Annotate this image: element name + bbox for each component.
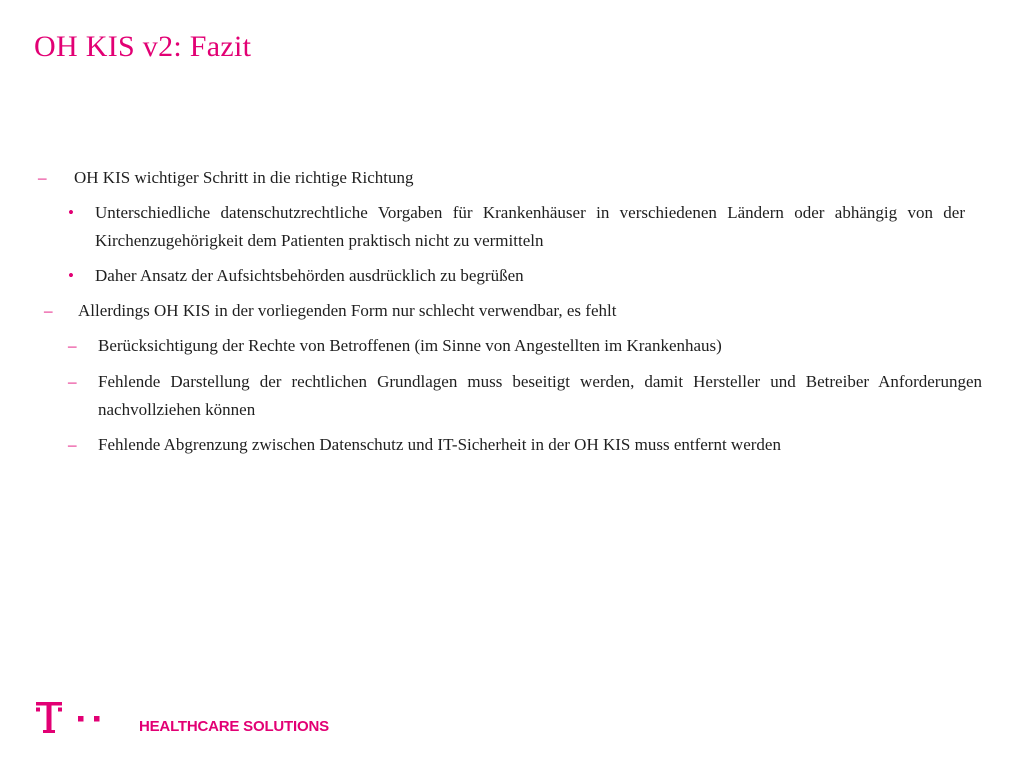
bullet-marker: • [68,266,74,285]
list-item-text: Unterschiedliche datenschutzrechtliche Vorgaben für Krankenhäuser in verschiedenen Ländern oder abhängig von der Kirchenzugehörigkeit dem Patienten praktisch nicht zu vermitteln [95,203,965,250]
list-item-text: OH KIS wichtiger Schritt in die richtige Richtung [74,168,414,187]
list-item [0,332,1024,360]
list-item [0,431,1024,459]
list-item [0,199,1024,255]
list-item [0,164,1024,192]
bullet-marker: • [68,203,74,222]
list-item-text: Fehlende Darstellung der rechtlichen Grundlagen muss beseitigt werden, damit Hersteller und Betreiber Anforderungen nachvollziehen können [98,372,982,419]
telekom-t-logo-icon [36,702,106,736]
slide-footer [0,690,1024,768]
dash-marker: – [68,336,77,355]
list-item [0,368,1024,424]
list-item-text: Berücksichtigung der Rechte von Betroffenen (im Sinne von Angestellten im Krankenhaus) [98,336,722,355]
brand-name: HEALTHCARE SOLUTIONS [139,718,329,735]
list-item-text: Daher Ansatz der Aufsichtsbehörden ausdrücklich zu begrüßen [95,266,524,285]
slide-title: OH KIS v2: Fazit [34,30,252,63]
dash-marker: – [68,435,77,454]
dash-marker: – [44,301,53,320]
list-item-text: Allerdings OH KIS in der vorliegenden Form nur schlecht verwendbar, es fehlt [78,301,617,320]
list-item-text: Fehlende Abgrenzung zwischen Datenschutz und IT-Sicherheit in der OH KIS muss entfernt werden [98,435,781,454]
list-item [0,297,1024,325]
list-item [0,262,1024,290]
dash-marker: – [38,168,47,187]
dash-marker: – [68,372,77,391]
